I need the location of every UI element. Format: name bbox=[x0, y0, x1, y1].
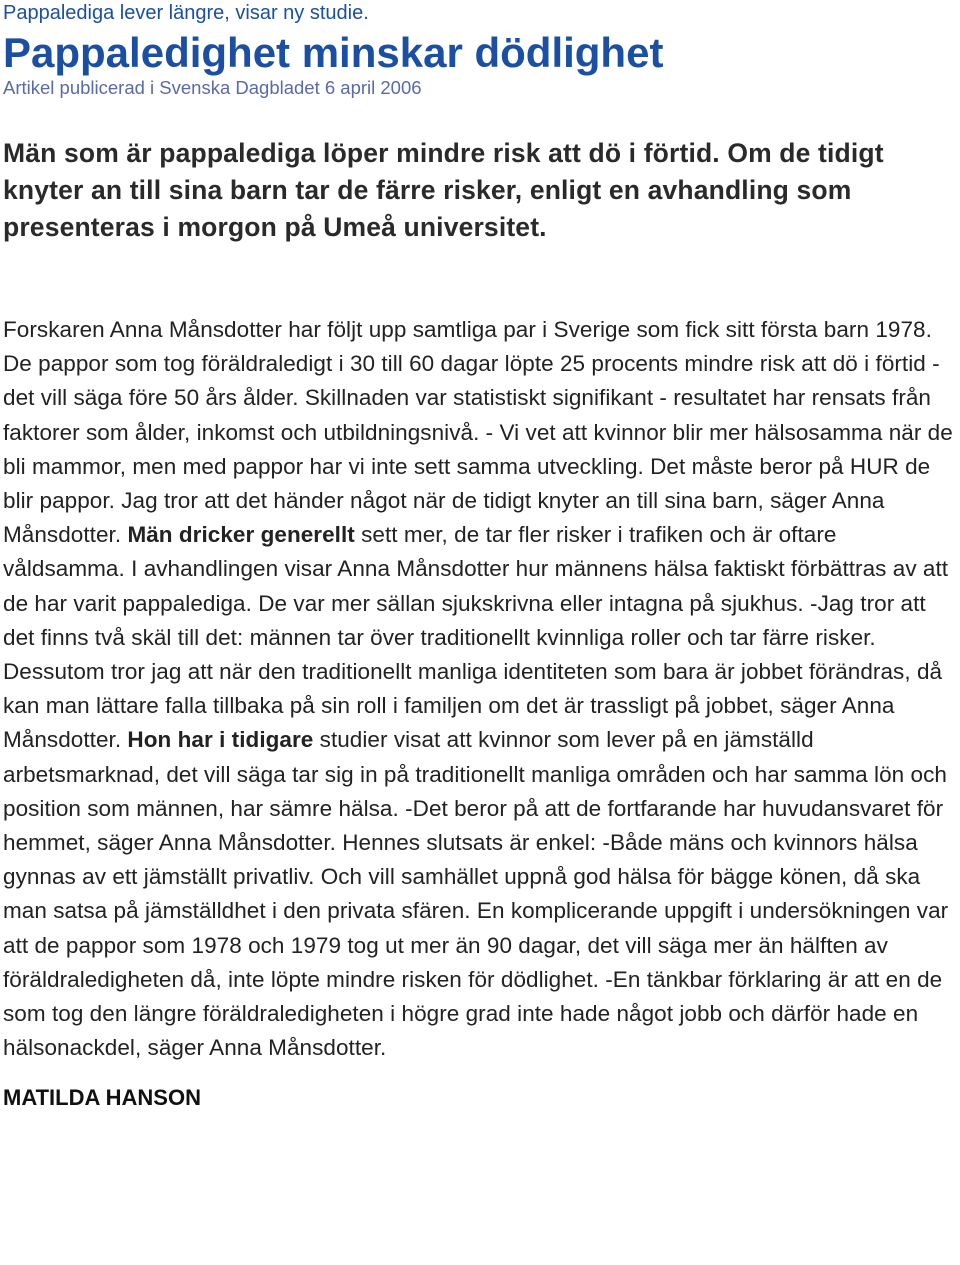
publication-source: Artikel publicerad i Svenska Dagbladet 6 april 2006 bbox=[3, 77, 422, 98]
body-bold-segment-2: Hon har i tidigare bbox=[127, 727, 314, 753]
body-segment-3: studier visat att kvinnor som lever på en jämställd arbetsmarknad, det vill säga tar sig in på traditionellt manliga områden och har samma lön och position som männen, har sämre hälsa. -Det beror på att de fortfarande har huvudansvaret för hemmet, säger Anna Månsdotter. Hennes slutsats är enkel: -Både mäns och kvinnors hälsa gynnas av ett jämställt privatliv. Och vill samhället uppnå god hälsa för bägge könen, då ska man satsa på jämställdhet i den privata sfären. En komplicerande uppgift i undersökningen var att de pappor som 1978 och 1979 tog ut mer än 90 dagar, det vill säga mer än hälften av föräldraledigheten då, inte löpte mindre risken för dödlighet. -En tänkbar förklaring är att en de som tog den längre föräldraledigheten i högre grad inte hade något jobb och därför hade en hälsonackdel, säger Anna Månsdotter. bbox=[3, 727, 949, 1061]
article-headline: Pappaledighet minskar dödlighet bbox=[3, 29, 664, 76]
body-segment-1: Forskaren Anna Månsdotter har följt upp samtliga par i Sverige som fick sitt första barn 1978. De pappor som tog föräldraledigt i 30 till 60 dagar löpte 25 procents mindre risk att dö i förtid - det vill säga före 50 års ålder. Skillnaden var statistiskt signifikant - resultatet har rensats från faktorer som ålder, inkomst och utbildningsnivå. - Vi vet att kvinnor blir mer hälsosamma när de bli mammor, men med pappor har vi inte sett samma utveckling. Det måste beror på HUR de blir pappor. Jag tror att det händer något när de tidigt knyter an till sina barn, säger Anna Månsdotter. bbox=[3, 317, 953, 548]
article-body bbox=[3, 313, 958, 1065]
body-segment-2: sett mer, de tar fler risker i trafiken och är oftare våldsamma. I avhandlingen visar Anna Månsdotter hur männens hälsa faktiskt förbättras av att de har varit pappalediga. De var mer sällan sjukskrivna eller intagna på sjukhus. -Jag tror att det finns två skäl till det: männen tar över traditionellt kvinnliga roller och tar färre risker. Dessutom tror jag att när den traditionellt manliga identiteten som bara är jobbet förändras, då kan man lättare falla tillbaka på sin roll i familjen om det är trassligt på jobbet, säger Anna Månsdotter. bbox=[3, 522, 949, 753]
article-kicker: Pappalediga lever längre, visar ny studie. bbox=[3, 2, 369, 24]
body-bold-segment-1: Män dricker generellt bbox=[127, 522, 355, 548]
article-lead: Män som är pappalediga löper mindre risk att dö i förtid. Om de tidigt knyter an till sina barn tar de färre risker, enligt en avhandling som presenteras i morgon på Umeå universitet. bbox=[3, 138, 884, 242]
article-author: MATILDA HANSON bbox=[3, 1085, 201, 1111]
